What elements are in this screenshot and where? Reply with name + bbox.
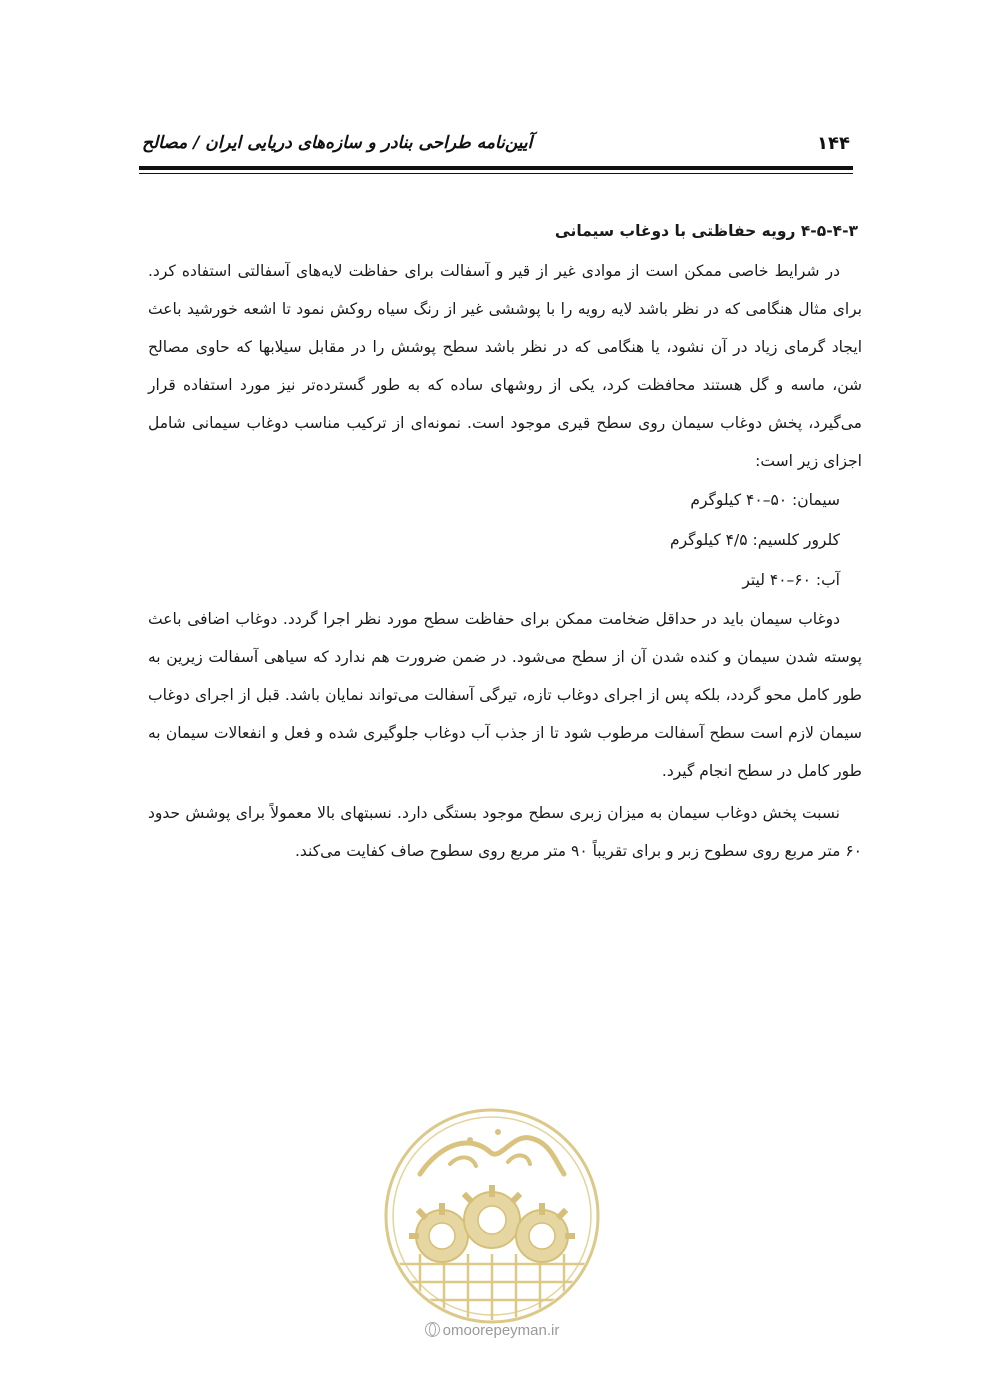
running-header: [142, 128, 850, 158]
paragraph-intro: در شرایط خاصی ممکن است از موادی غیر از قیر و آسفالت برای حفاظت لایه‌های آسفالتی استفاده کرد. برای مثال هنگامی که در نظر باشد لایه رویه را با پوششی غیر از رنگ سیاه روکش نمود تا اشعه خورشید باعث ایجاد گرمای زیاد در آن نشود، یا هنگامی که در نظر باشد سطح پوشش را در مقابل سیلابها که حاوی مصالح شن، ماسه و گل هستند محافظت کرد، یکی از روشهای ساده که به طور گسترده‌تر نیز مورد استفاده قرار می‌گیرد، پخش دوغاب سیمان روی سطح قیری موجود است. نمونه‌ای از ترکیب مناسب دوغاب سیمانی شامل اجزای زیر است:: [148, 262, 862, 470]
page-number: ۱۴۴: [817, 132, 850, 154]
main-content: [148, 214, 862, 870]
paragraph-spread-rate: نسبت پخش دوغاب سیمان به میزان زبری سطح موجود بستگی دارد. نسبتهای بالا معمولاً برای پوشش حدود ۶۰ متر مربع روی سطوح زبر و برای تقریباً ۹۰ متر مربع روی سطوح صاف کفایت می‌کند.: [148, 804, 862, 860]
running-header-title: آیین‌نامه طراحی بنادر و سازه‌های دریایی ایران / مصالح: [142, 133, 533, 153]
section-heading: ۴-۵-۴-۳ رویه حفاظتی با دوغاب سیمانی: [554, 222, 858, 240]
ingredient-calcium-chloride: کلرور کلسیم: ۴/۵ کیلوگرم: [670, 531, 840, 549]
globe-icon: [425, 1322, 440, 1337]
watermark-site: [380, 1322, 604, 1339]
paragraph-application: دوغاب سیمان باید در حداقل ضخامت ممکن برای حفاظت سطح مورد نظر اجرا گردد. دوغاب اضافی باعث پوسته شدن سیمان و کنده شدن آن از سطح می‌شود. در ضمن ضرورت هم ندارد که سیاهی آسفالت زیرین به طور کامل محو گردد، بلکه پس از اجرای دوغاب تازه، تیرگی آسفالت می‌تواند نمایان باشد. قبل از اجرای دوغاب سیمان لازم است سطح آسفالت مرطوب شود تا از جذب آب دوغاب جلوگیری شده و فعل و انفعالات سیمان به طور کامل در سطح انجام گیرد.: [148, 610, 862, 780]
ingredients-list: [148, 480, 862, 600]
watermark-site-text: omoorepeyman.ir: [442, 1322, 560, 1339]
header-rule-thin: [139, 173, 853, 174]
ingredient-water: آب: ۶۰–۴۰ لیتر: [742, 571, 840, 589]
header-rule-thick: [139, 166, 853, 170]
ingredient-cement: سیمان: ۵۰–۴۰ کیلوگرم: [690, 491, 840, 509]
omoorepeyman-logo-icon: [380, 1104, 604, 1328]
